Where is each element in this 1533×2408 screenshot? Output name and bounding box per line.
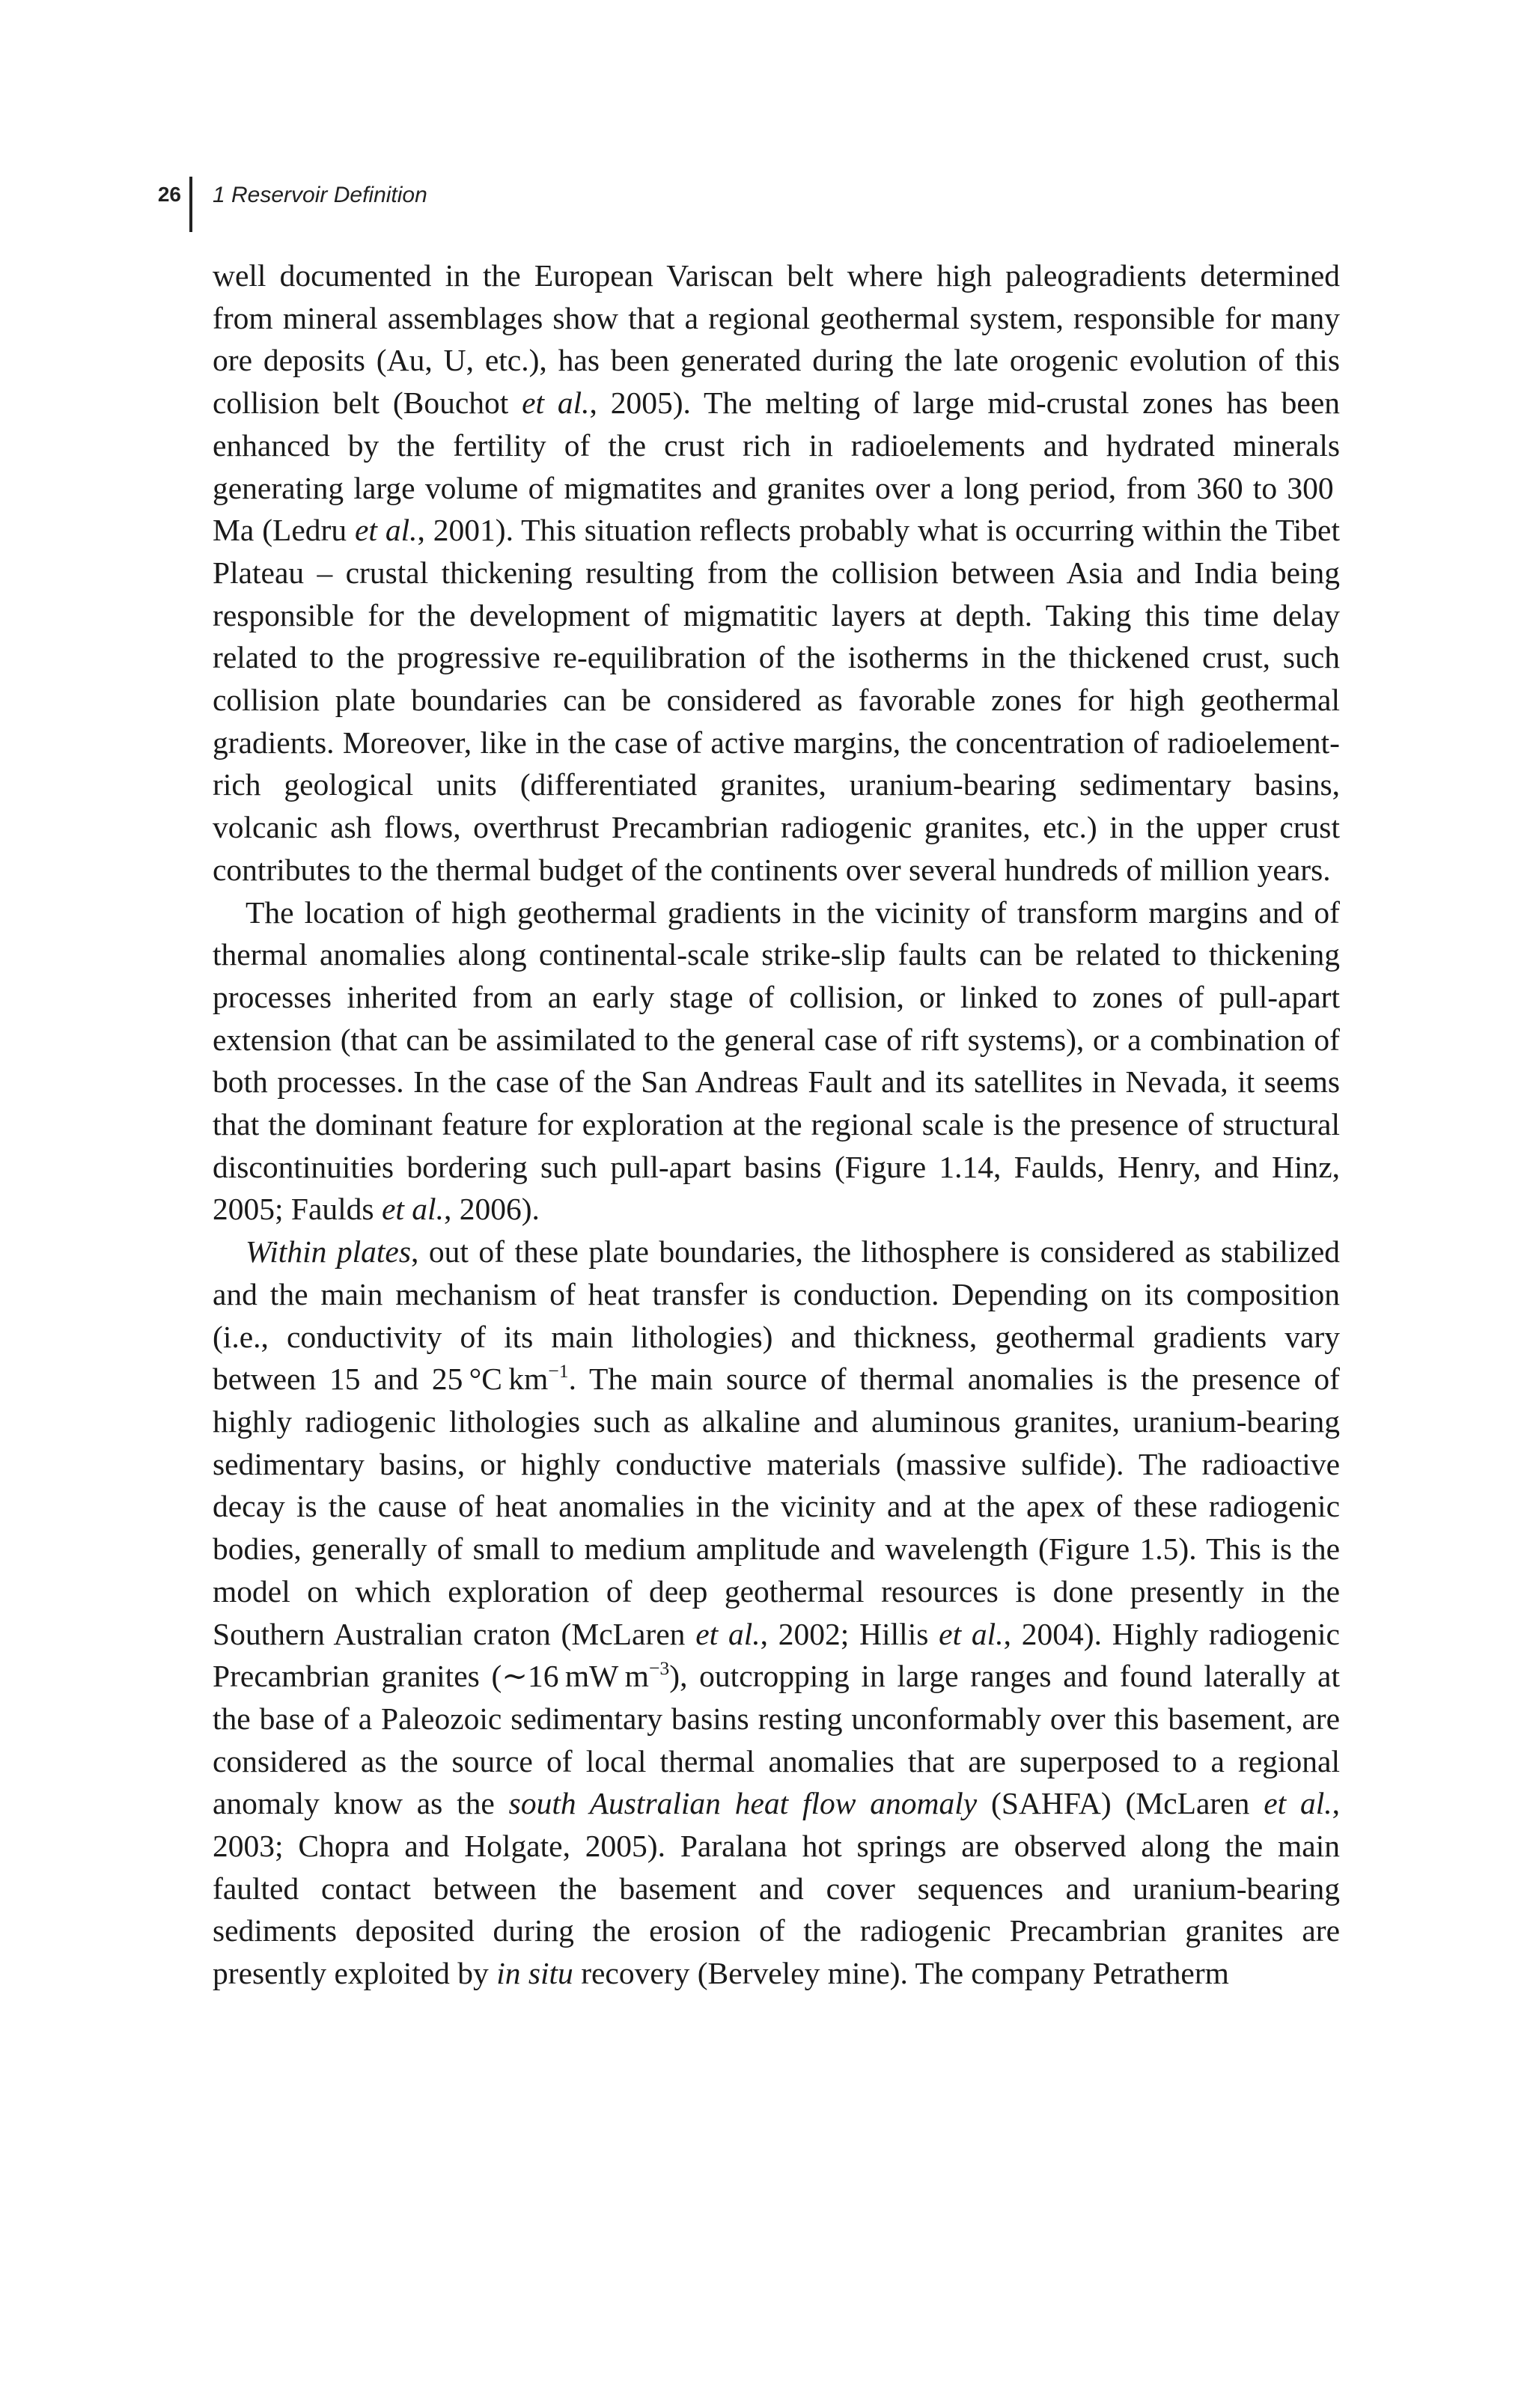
text-run: , 2004). Highly radiogenic Precambrian granites (∼16 mW m xyxy=(213,1616,1340,1694)
text-run: , 2002; Hillis xyxy=(760,1616,939,1651)
text-run: well documented in the European Variscan belt where high paleogradients determined from mineral assemblages show that a regional geothermal system, responsible for many ore deposits (Au, U, etc.), has been generated during the late orogenic evolution of this collision belt (Bouchot xyxy=(213,258,1340,421)
superscript: −1 xyxy=(548,1360,569,1383)
text-run: The location of high geothermal gradients in the vicinity of transform margins and of thermal anomalies along continental-scale strike-slip faults can be related to thickening processes inherited from an early stage of collision, or linked to zones of pull-apart extension (that can be assimilated to the general case of rift systems), or a combination of both processes. In the case of the San Andreas Fault and its satellites in Nevada, it seems that the dominant feature for exploration at the regional scale is the presence of structural discontinuities bordering such pull-apart basins (Figure 1.14, Faulds, Henry, and Hinz, 2005; Faulds xyxy=(213,894,1340,1227)
text-run: . The main source of thermal anomalies is the presence of highly radiogenic lithologies such as alkaline and aluminous granites, uranium-bearing sedimentary basins, or highly conductive materials (massive sulfide). The radioactive decay is the cause of heat anomalies in the vicinity and at the apex of these radiogenic bodies, generally of small to medium amplitude and wavelength (Figure 1.5). This is the model on which exploration of deep geothermal resources is done presently in the Southern Australian craton (McLaren xyxy=(213,1362,1340,1651)
running-head-rule xyxy=(189,177,192,232)
chapter-title: 1 Reservoir Definition xyxy=(213,183,427,207)
text-run: , 2003; Chopra and Holgate, 2005). Paralana hot springs are observed along the main faulted contact between the basement and cover sequences and uranium-bearing sediments deposited during the erosion of the radiogenic Precambrian granites are presently exploited by xyxy=(213,1786,1341,1991)
text-run: recovery (Berveley mine). The company Petratherm xyxy=(573,1956,1229,1991)
italic-text: south Australian heat flow anomaly xyxy=(508,1786,978,1821)
italic-text: in situ xyxy=(496,1956,573,1991)
italic-text: et al. xyxy=(381,1192,444,1227)
italic-text: et al. xyxy=(939,1616,1004,1651)
body-text xyxy=(213,254,1340,1995)
running-head xyxy=(112,177,636,231)
italic-text: et al. xyxy=(695,1616,761,1651)
text-run: , 2005). The melting of large mid-crustal zones has been enhanced by the fertility of the crust rich in radioelements and hydrated minerals generating large volume of migmatites and granites over a long period, from 360 to 300 Ma (Ledru xyxy=(213,385,1340,548)
paragraph-3 xyxy=(213,1231,1340,1995)
italic-text: et al. xyxy=(522,385,590,421)
text-run: ), outcropping in large ranges and found laterally at the base of a Paleozoic sedimentary basins resting unconformably over this basement, are considered as the source of local thermal anomalies that are superposed to a regional anomaly know as the xyxy=(213,1659,1340,1821)
superscript: −3 xyxy=(648,1657,670,1680)
paragraph-1 xyxy=(213,254,1340,891)
text-run: , 2001). This situation reflects probably what is occurring within the Tibet Plateau – crustal thickening resulting from the collision between Asia and India being responsible for the development of migmatitic layers at depth. Taking this time delay related to the progressive re-equilibration of the isotherms in the thickened crust, such collision plate boundaries can be considered as favorable zones for high geothermal gradients. Moreover, like in the case of active margins, the concentration of radioelement-rich geological units (differentiated granites, uranium-bearing sedimentary basins, volcanic ash flows, overthrust Precambrian radiogenic granites, etc.) in the upper crust contributes to the thermal budget of the continents over several hundreds of million years. xyxy=(213,513,1340,887)
paragraph-2 xyxy=(213,891,1340,1231)
italic-text: et al. xyxy=(355,513,418,548)
page-number: 26 xyxy=(157,183,181,206)
italic-text: Within plates xyxy=(246,1234,411,1269)
italic-text: et al. xyxy=(1264,1786,1332,1821)
text-run: , out of these plate boundaries, the lithosphere is considered as stabilized and the main mechanism of heat transfer is conduction. Depending on its composition (i.e., conductivity of its main lithologies) and thickness, geothermal gradients vary between 15 and 25 °C km xyxy=(213,1234,1340,1397)
text-run: , 2006). xyxy=(443,1192,540,1227)
text-run: (SAHFA) (McLaren xyxy=(977,1786,1264,1821)
